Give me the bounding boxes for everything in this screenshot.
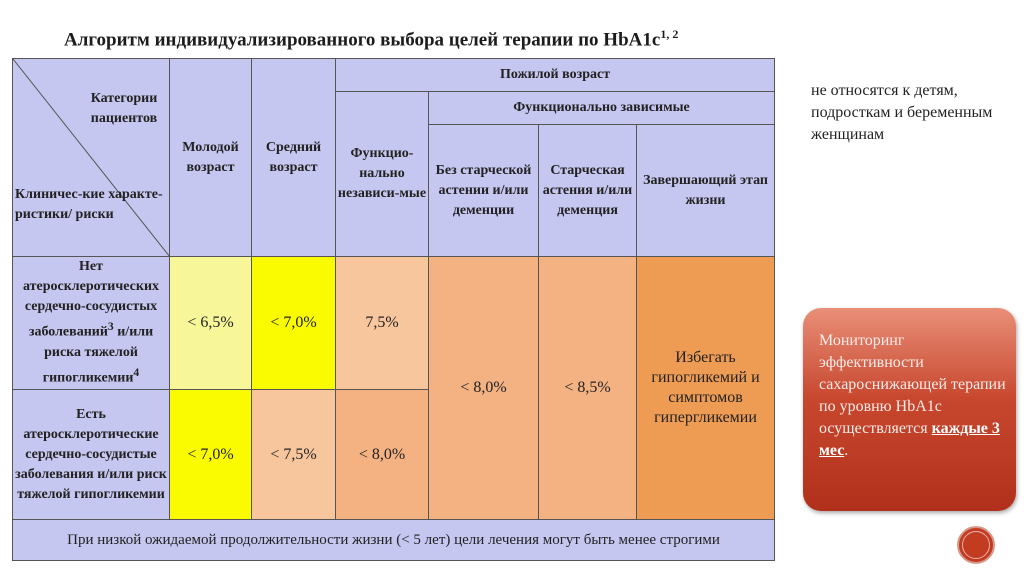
header-frailty: Старческая астения и/или деменция <box>539 125 637 257</box>
monitoring-box <box>803 308 1016 511</box>
header-end-of-life: Завершающий этап жизни <box>637 125 775 257</box>
header-middle-age: Средний возраст <box>252 59 336 257</box>
row-label-sup-2: 4 <box>133 366 140 379</box>
title-superscript: 1, 2 <box>660 27 679 41</box>
header-young-age: Молодой возраст <box>170 59 252 257</box>
table-footer: При низкой ожидаемой продолжительности жизни (< 5 лет) цели лечения могут быть менее строгими <box>13 520 775 561</box>
cell-frailty: < 8,5% <box>539 257 637 520</box>
header-elderly-age: Пожилой возраст <box>336 59 775 92</box>
cell-no-frailty: < 8,0% <box>429 257 539 520</box>
row-label-no-ascvd: Нет атеросклеротических сердечно-сосудистых заболеваний$^3$ и/или риска тяжелой гипогликемии$^4$ <box>13 257 170 390</box>
row-label-sup: 3 <box>107 320 114 334</box>
exclusion-note: не относятся к детям, подросткам и беременным женщинам <box>811 82 993 143</box>
cell-r2-young: < 7,0% <box>170 390 252 520</box>
corner-header-cell <box>13 59 170 257</box>
cell-r2-middle: < 7,5% <box>252 390 336 520</box>
header-functionally-dependent: Функционально зависимые <box>429 92 775 125</box>
cell-end-of-life: Избегать гипогликемий и симптомов гипергликемии <box>637 257 775 520</box>
cell-r1-independent: 7,5% <box>336 257 429 390</box>
category-label: Категории пациентов <box>90 91 158 126</box>
slide-title: Алгоритм индивидуализированного выбора целей терапии по $HbA1c^{1, 2}$ <box>64 27 679 51</box>
header-no-frailty: Без старческой астении и/или деменции <box>429 125 539 257</box>
cell-r2-independent: < 8,0% <box>336 390 429 520</box>
monitoring-frequency: каждые 3 мес <box>819 420 1000 459</box>
header-functionally-independent: Функцио-нально независи-мые <box>336 92 429 257</box>
monitoring-text: Мониторинг эффективности сахароснижающей терапии по уровню HbA1c осуществляется каждые 3 мес. <box>819 332 1006 459</box>
circle-nav-icon[interactable] <box>957 526 995 564</box>
cell-r1-young: < 6,5% <box>170 257 252 390</box>
row-label-ascvd: Есть атеросклеротические сердечно-сосудистые заболевания и/или риск тяжелой гипогликемии <box>13 390 170 520</box>
risk-label: Клиничес-кие характе-ристики/ риски <box>15 187 163 222</box>
cell-r1-middle: < 7,0% <box>252 257 336 390</box>
hba1c-target-table <box>12 58 775 561</box>
